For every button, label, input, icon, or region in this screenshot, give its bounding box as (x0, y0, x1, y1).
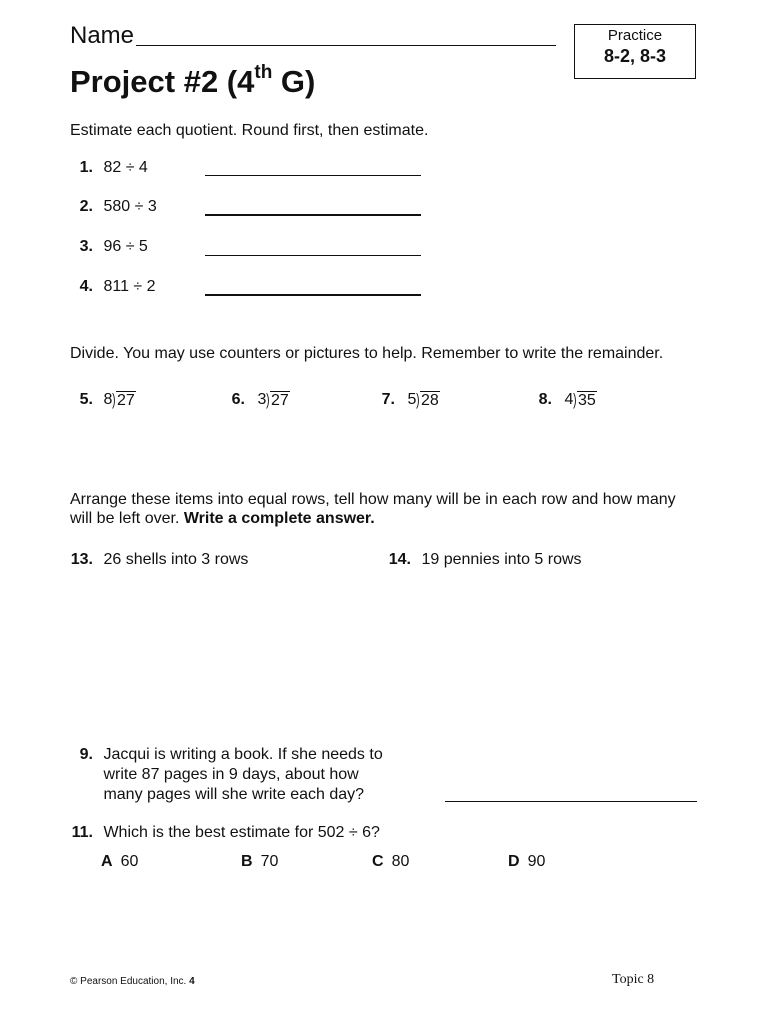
question-number: 2. (79, 198, 93, 215)
question-text: 82 ÷ 4 (103, 159, 148, 176)
section1-instruction: Estimate each quotient. Round first, then estimate. (70, 122, 429, 139)
divisor: 4 (564, 391, 574, 408)
choice-b[interactable] (241, 853, 278, 871)
name-label: Name (70, 22, 135, 49)
question-text: 580 ÷ 3 (103, 198, 157, 215)
choice-letter: C (372, 853, 384, 870)
practice-numbers: 8-2, 8-3 (603, 46, 667, 66)
choice-value: 70 (260, 853, 279, 870)
division-item (372, 391, 440, 410)
instruction-line (70, 509, 676, 528)
word-problem (388, 551, 582, 569)
dividend: 28 (421, 392, 439, 409)
estimate-item (70, 198, 157, 216)
choice-letter: A (101, 853, 113, 870)
title-suffix: G) (272, 64, 316, 99)
question-number: 9. (79, 746, 93, 763)
choice-value: 80 (391, 853, 410, 870)
section2-instruction: Divide. You may use counters or pictures to help. Remember to write the remainder. (70, 345, 664, 362)
question-9 (70, 745, 383, 805)
estimate-item (70, 159, 148, 177)
question-11 (70, 824, 380, 842)
title-superscript: th (254, 61, 273, 83)
question-text: Which is the best estimate for 502 ÷ 6? (103, 824, 380, 841)
title-prefix: Project #2 (4 (70, 64, 255, 99)
answer-line-3[interactable] (205, 255, 421, 256)
page-title (70, 61, 316, 100)
question-text (103, 745, 382, 805)
instruction-line: Arrange these items into equal rows, tell how many will be in each row and how many (70, 491, 676, 508)
question-text: 811 ÷ 2 (103, 278, 156, 295)
question-number: 6. (231, 391, 245, 408)
question-line: Jacqui is writing a book. If she needs to (103, 746, 383, 763)
long-division (407, 391, 439, 410)
division-item (70, 391, 136, 410)
choice-c[interactable] (372, 853, 409, 871)
dividend: 27 (271, 392, 289, 409)
divisor: 5 (407, 391, 417, 408)
dividend: 27 (117, 392, 135, 409)
divisor: 8 (103, 391, 113, 408)
question-line: many pages will she write each day? (103, 786, 365, 803)
answer-line-2[interactable] (205, 214, 421, 216)
division-item (529, 391, 597, 410)
question-number: 7. (381, 391, 395, 408)
division-bracket-icon: ) (112, 390, 116, 409)
topic-label: Topic 8 (612, 972, 655, 987)
word-problem (70, 551, 248, 569)
question-number: 4. (79, 278, 93, 295)
long-division (103, 391, 135, 410)
practice-box (574, 24, 696, 79)
choice-value: 90 (527, 853, 546, 870)
divisor: 3 (257, 391, 267, 408)
instruction-emphasis: Write a complete answer. (183, 510, 375, 527)
question-number: 1. (79, 159, 93, 176)
name-input-line[interactable] (136, 45, 556, 46)
question-line: write 87 pages in 9 days, about how (103, 766, 359, 783)
question-number: 13. (70, 551, 93, 568)
estimate-item (70, 278, 156, 296)
choice-letter: D (508, 853, 520, 870)
question-text: 96 ÷ 5 (103, 238, 148, 255)
estimate-item (70, 238, 148, 256)
section3-instruction (70, 490, 676, 528)
choice-a[interactable] (101, 853, 138, 871)
answer-line-1[interactable] (205, 175, 421, 176)
choice-value: 60 (120, 853, 139, 870)
question-number: 8. (538, 391, 552, 408)
choice-d[interactable] (508, 853, 545, 871)
grade-number: 4 (189, 976, 195, 987)
division-bracket-icon: ) (416, 390, 420, 409)
copyright-text: © Pearson Education, Inc. (70, 976, 190, 987)
division-bracket-icon: ) (573, 390, 577, 409)
question-number: 3. (79, 238, 93, 255)
division-item (222, 391, 290, 410)
dividend: 35 (578, 392, 596, 409)
copyright-footer (70, 976, 195, 987)
practice-label: Practice (607, 27, 663, 44)
question-text: 19 pennies into 5 rows (421, 551, 582, 568)
long-division (257, 391, 289, 410)
question-number: 14. (388, 551, 411, 568)
division-bracket-icon: ) (266, 390, 270, 409)
question-number: 5. (79, 391, 93, 408)
question-number: 11. (71, 824, 93, 841)
question-text: 26 shells into 3 rows (103, 551, 249, 568)
answer-line-4[interactable] (205, 294, 421, 296)
choice-letter: B (241, 853, 253, 870)
answer-line-9[interactable] (445, 801, 697, 802)
long-division (564, 391, 596, 410)
instruction-text: will be left over. (70, 510, 184, 527)
